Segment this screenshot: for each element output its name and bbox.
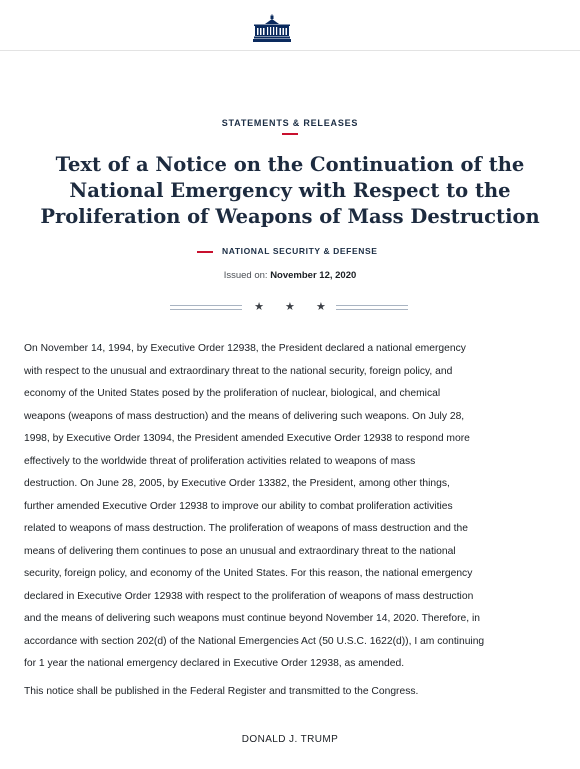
body-line: means of delivering them continues to pose an unusual and extraordinary threat to the national [24, 545, 456, 557]
body-line: economy of the United States posed by the proliferation of nuclear, biological, and chemical [24, 388, 441, 399]
body-line: for 1 year the national emergency declared in Executive Order 12938, as amended. [24, 658, 405, 669]
article-body [24, 338, 562, 676]
body-line: accordance with section 202(d) of the National Emergencies Act (50 U.S.C. 1622(d)), I am continuing [24, 635, 485, 647]
page-title: Text of a Notice on the Continuation of the National Emergency with Respect to the Proliferation of Weapons of Mass Destruction [40, 153, 540, 228]
category-tag [0, 246, 580, 260]
divider-line-right [336, 305, 408, 310]
category-link[interactable]: NATIONAL SECURITY & DEFENSE [222, 246, 378, 256]
body-line: and the means of delivering such weapons must continue beyond November 14, 2020. Therefore, in [24, 613, 481, 624]
body-line: 1998, by Executive Order 13094, the President amended Executive Order 12938 to respond more [24, 433, 470, 444]
body-line: related to weapons of mass destruction. The proliferation of weapons of mass destruction and the [24, 523, 468, 534]
body-line: weapons (weapons of mass destruction) and the means of delivering such weapons. On July 28, [24, 410, 465, 422]
issued-label: Issued on: [223, 270, 268, 281]
site-header [0, 0, 580, 51]
eyebrow-accent-rule [282, 133, 298, 135]
closing-notice: This notice shall be published in the Federal Register and transmitted to the Congress. [24, 686, 419, 697]
body-line: On November 14, 1994, by Executive Order 12938, the President declared a national emergency [24, 343, 466, 354]
body-line: further amended Executive Order 12938 to improve our ability to combat proliferation activities [24, 500, 453, 512]
body-line: declared in Executive Order 12938 with respect to the proliferation of weapons of mass destruction [24, 590, 474, 602]
issued-date: November 12, 2020 [270, 270, 357, 281]
body-line: with respect to the unusual and extraordinary threat to the national security, foreign policy, and [24, 365, 453, 377]
issued-date-line [0, 270, 580, 281]
white-house-icon[interactable] [253, 14, 291, 42]
body-line: destruction. On June 28, 2005, by Executive Order 13382, the President, among other things, [24, 478, 450, 489]
section-eyebrow[interactable]: STATEMENTS & RELEASES [221, 118, 359, 128]
category-accent-rule [197, 251, 213, 253]
signature: DONALD J. TRUMP [241, 734, 339, 745]
divider-stars: ★ ★ ★ [254, 301, 335, 313]
body-line: security, foreign policy, and economy of the United States. For this reason, the national emergency [24, 568, 473, 579]
body-line: effectively to the worldwide threat of proliferation activities related to weapons of mass [24, 455, 416, 467]
